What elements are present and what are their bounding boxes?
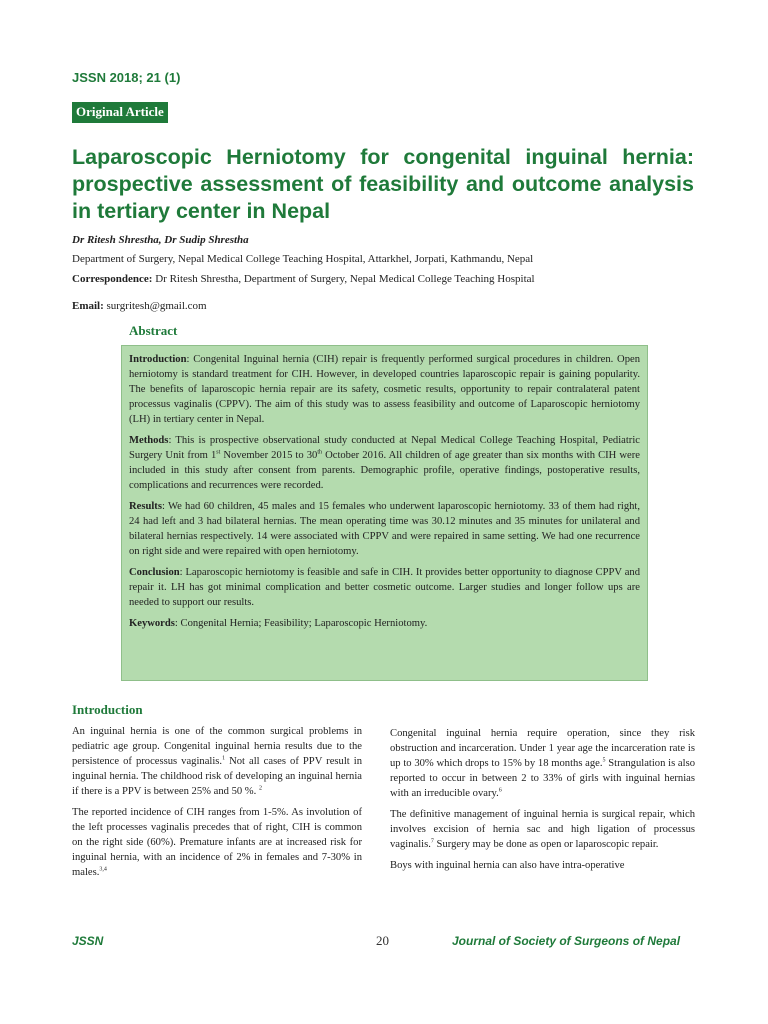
- paragraph: [72, 724, 362, 799]
- paragraph-text: Surgery may be done as open or laparoscopic repair.: [433, 839, 659, 850]
- body-column-left: [72, 724, 362, 886]
- email: [72, 299, 692, 313]
- paragraph: [72, 805, 362, 880]
- abstract-conclusion-label: Conclusion: [129, 567, 180, 578]
- abstract-conclusion: [129, 565, 640, 610]
- paragraph-text: The definitive management of inguinal hernia is surgical repair, which involves excision of hernia sac and high ligation of processus vaginalis.: [390, 809, 695, 850]
- article-title: Laparoscopic Herniotomy for congenital inguinal hernia: prospective assessment of feasibility and outcome analysis in tertiary center in Nepal: [72, 145, 694, 223]
- email-label: Email:: [72, 300, 104, 312]
- page-number: 20: [376, 933, 389, 948]
- abstract-keywords-label: Keywords: [129, 618, 175, 629]
- affiliation: Department of Surgery, Nepal Medical College Teaching Hospital, Attarkhel, Jorpati, Kathmandu, Nepal: [72, 253, 534, 265]
- abstract-conclusion-text: : Laparoscopic herniotomy is feasible and safe in CIH. It provides better opportunity to diagnose CPPV and repair it. LH has got minimal complication and better cosmetic outcome. Larger studies and longer follow ups are needed to support our results.: [129, 567, 640, 608]
- abstract-introduction-text: : Congenital Inguinal hernia (CIH) repair is frequently performed surgical procedures in children. Open herniotomy is standard treatment for CIH. However, in developed countries laparoscopic repair is gaining popularity. The benefits of laparoscopic hernia repair are its safety, cosmetic results, opportunity to repair contralateral patent processus vaginalis (CPPV). The aim of this study was to assess feasibility and outcome of Laparoscopic herniotomy (LH) in tertiary center in Nepal.: [129, 354, 640, 425]
- abstract-keywords: [129, 616, 640, 631]
- abstract-methods-text-a: : This is prospective observational study conducted at Nepal Medical College Teaching Hospital, Pediatric Surgery Unit from 1: [129, 435, 640, 461]
- abstract-methods-label: Methods: [129, 435, 169, 446]
- citation-ref: 7: [430, 838, 434, 845]
- abstract-results-text: : We had 60 children, 45 males and 15 females who underwent laparoscopic herniotomy. 33 of them had right, 24 had left and 3 had bilateral hernias. The mean operating time was 30.12 minutes and 35 minutes for unilateral and bilateral hernias respectively. 14 were associated with CPPV and were repaired in same setting. We had one recurrence on right side and were repaired with open herniotomy.: [129, 501, 640, 557]
- paragraph-text: The reported incidence of CIH ranges from 1-5%. As involution of the left processes vaginalis precedes that of right, CIH is common on the right side (60%). Premature infants are at increased risk for inguinal hernia, with an incidence of 2% in females and 7-30% in males.: [72, 807, 362, 878]
- abstract-results-label: Results: [129, 501, 162, 512]
- abstract-introduction: [129, 352, 640, 427]
- paragraph-text: Not all cases of PPV result in inguinal hernia. The childhood risk of developing an inguinal hernia if there is a PPV is between 25% and 50 %.: [72, 756, 362, 797]
- citation-ref: 2: [258, 785, 262, 792]
- paragraph: [390, 807, 695, 852]
- citation-ref: 5: [602, 757, 606, 764]
- abstract-methods-text-c: October 2016. All children of age greater than six months with CIH were included in this study after consent from parents. Demographic profile, operative findings, postoperative results, complications and recurrences were recorded.: [129, 450, 640, 491]
- correspondence: [72, 272, 692, 286]
- paragraph: [390, 726, 695, 801]
- article-type-badge: Original Article: [72, 102, 168, 123]
- abstract-methods: [129, 433, 640, 493]
- abstract-keywords-text: : Congenital Hernia; Feasibility; Laparoscopic Herniotomy.: [174, 618, 428, 629]
- correspondence-text: Dr Ritesh Shrestha, Department of Surgery, Nepal Medical College Teaching Hospital: [152, 273, 535, 285]
- superscript: st: [216, 449, 221, 456]
- abstract-results: [129, 499, 640, 559]
- abstract-heading: Abstract: [129, 323, 178, 338]
- introduction-heading: Introduction: [72, 702, 143, 717]
- authors: Dr Ritesh Shrestha, Dr Sudip Shrestha: [72, 234, 249, 246]
- citation-ref: 6: [498, 787, 502, 794]
- paragraph: Boys with inguinal hernia can also have intra-operative: [390, 860, 625, 871]
- abstract-introduction-label: Introduction: [129, 354, 187, 365]
- abstract-box: [121, 345, 648, 681]
- body-column-right: [390, 726, 695, 879]
- paragraph-text: An inguinal hernia is one of the common surgical problems in pediatric age group. Congenital inguinal hernia results due to the persistence of processus vaginalis.: [72, 726, 362, 767]
- footer-journal-abbrev: JSSN: [72, 934, 104, 948]
- paragraph-text: Congenital inguinal hernia require operation, since they risk obstruction and incarceration. Under 1 year age the incarceration rate is up to 30% which drops to 15% by 18 months age.: [390, 728, 695, 769]
- citation-ref: 3,4: [99, 866, 107, 873]
- abstract-methods-text-b: November 2015 to 30: [220, 450, 318, 461]
- superscript: th: [317, 449, 323, 456]
- email-address[interactable]: surgritesh@gmail.com: [103, 300, 207, 312]
- paragraph-text: Strangulation is also reported to occur in between 2 to 33% of girls with inguinal hernias with an irreducible ovary.: [390, 758, 695, 799]
- footer-journal-name: Journal of Society of Surgeons of Nepal: [452, 934, 681, 948]
- correspondence-label: Correspondence:: [72, 273, 153, 285]
- journal-reference: JSSN 2018; 21 (1): [72, 70, 181, 85]
- citation-ref: 1: [222, 755, 226, 762]
